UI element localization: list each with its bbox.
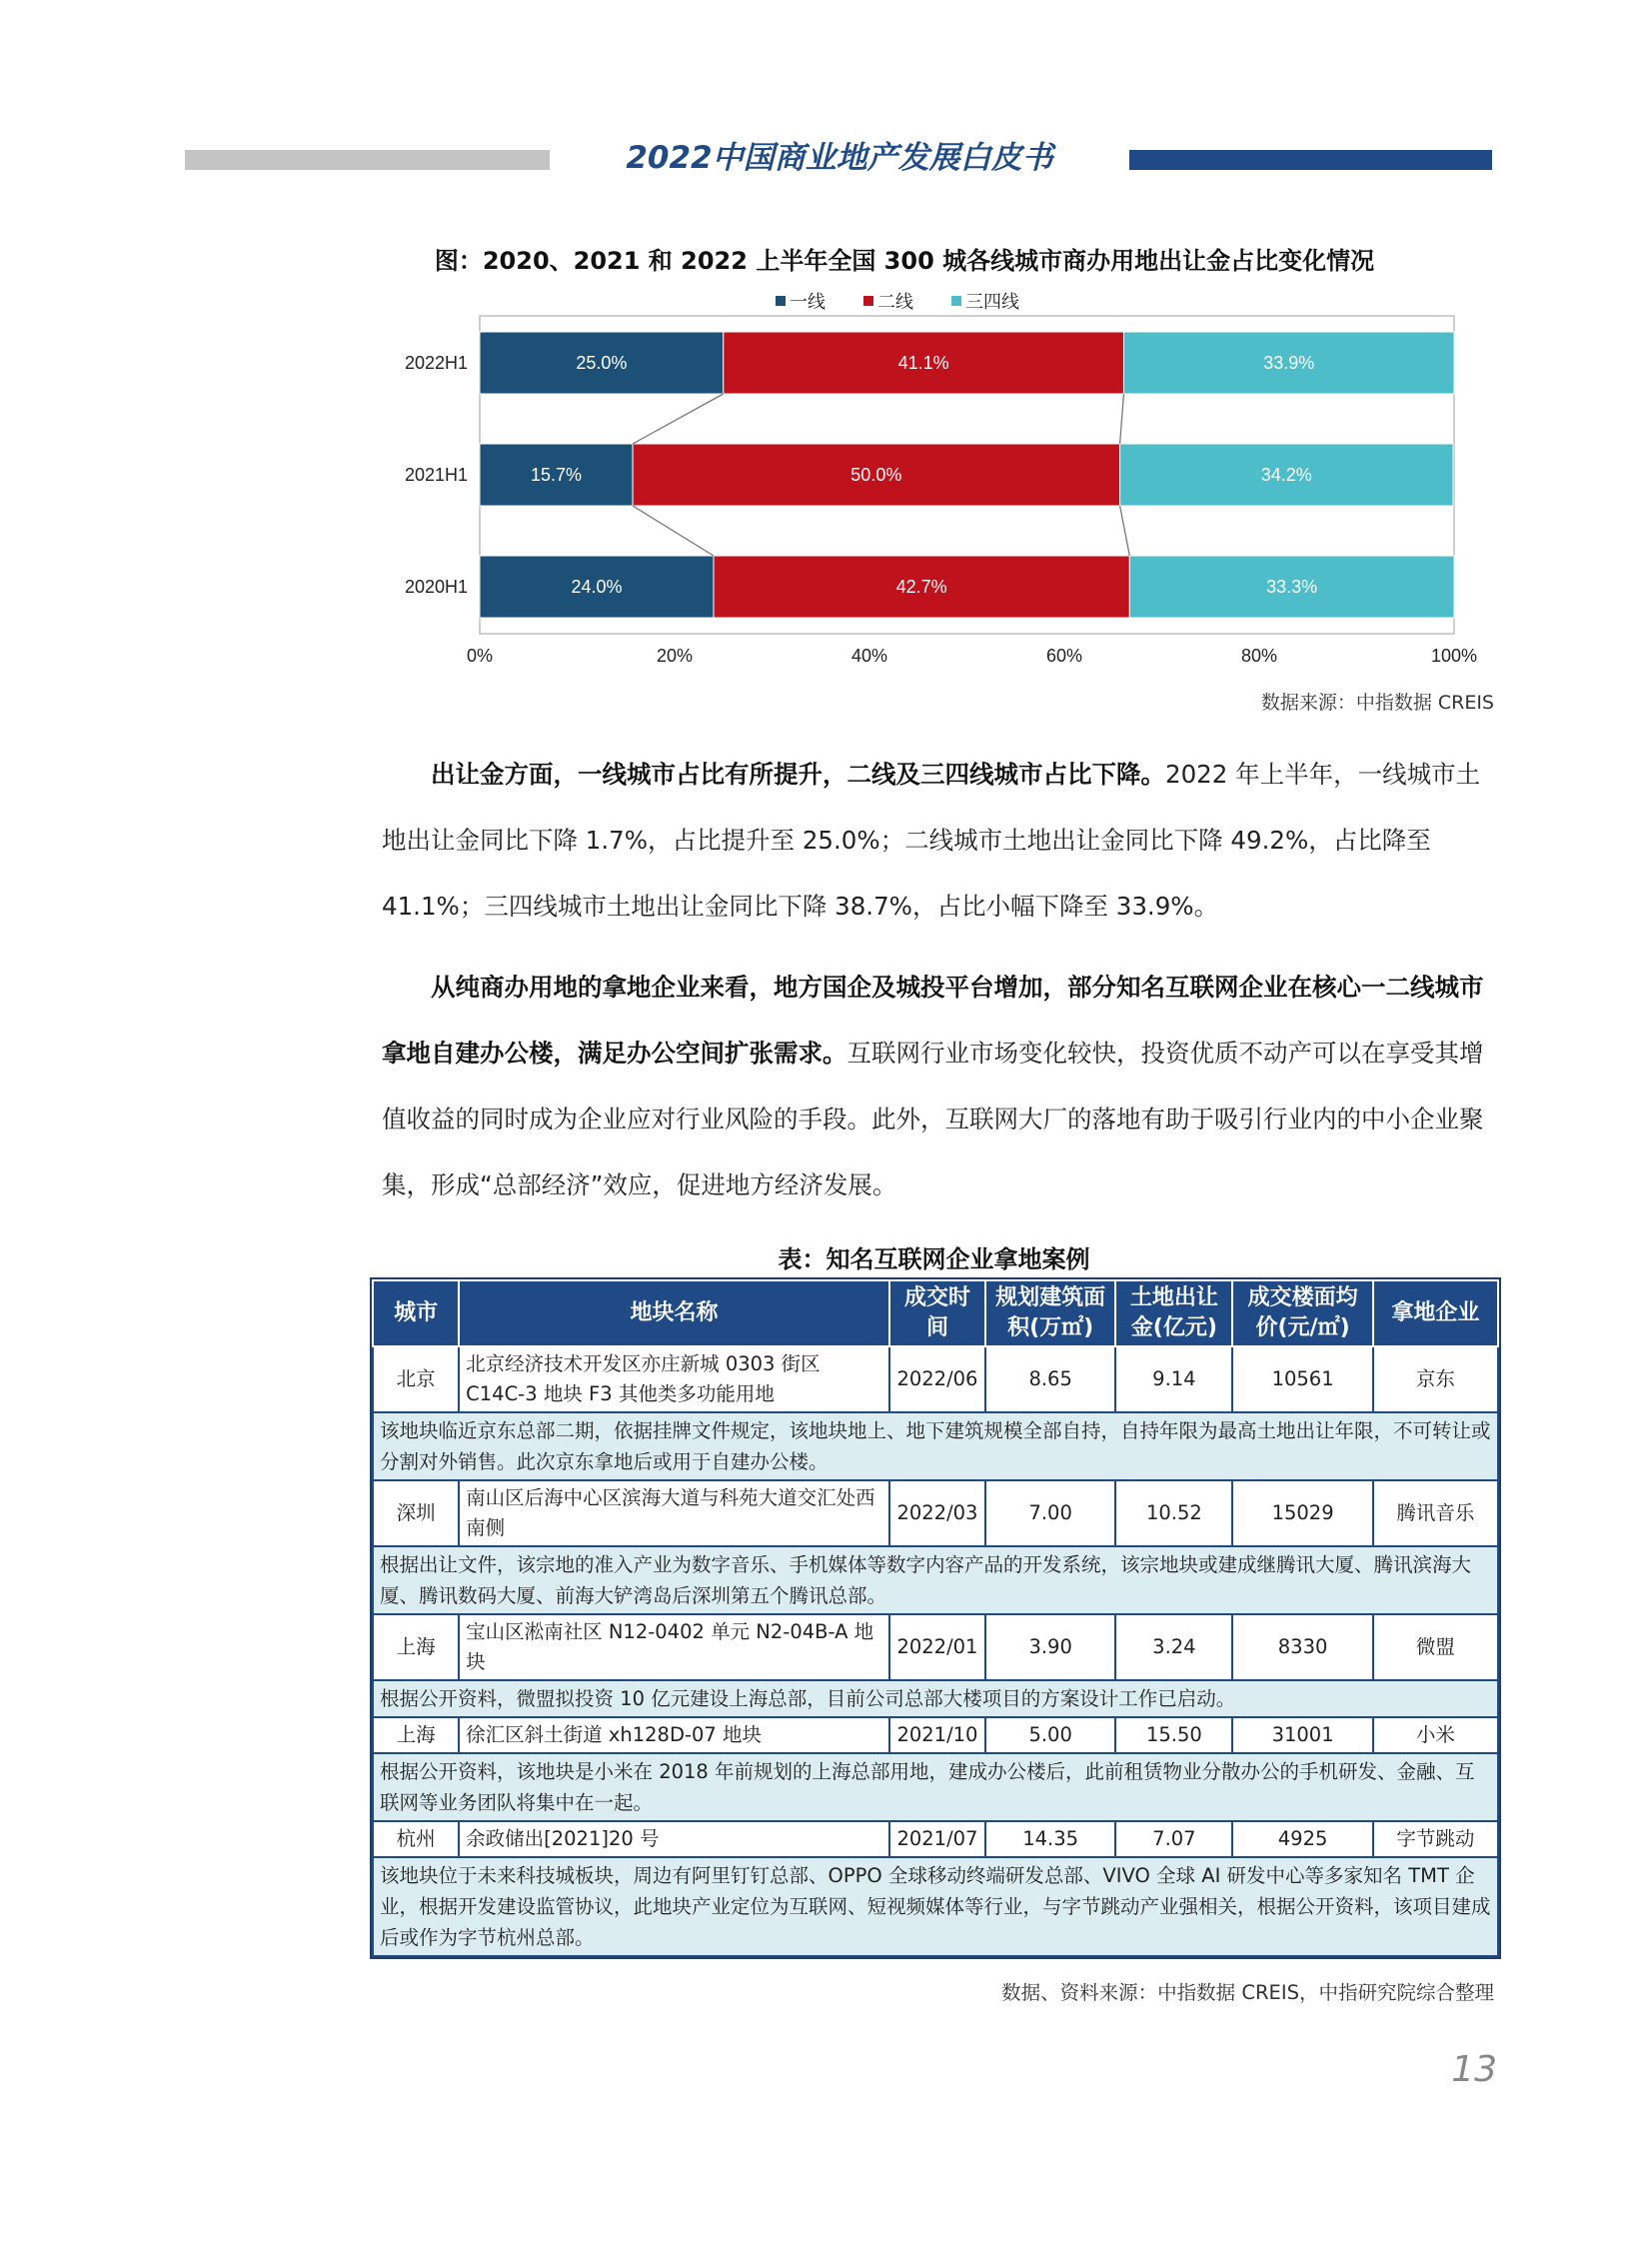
cell-price: 31001 [1232, 1717, 1372, 1753]
cell-date: 2022/01 [889, 1614, 985, 1680]
cell-price: 10561 [1232, 1346, 1372, 1412]
series-connector-line [633, 394, 724, 444]
category-label: 2020H1 [404, 577, 468, 597]
cell-company: 京东 [1373, 1346, 1498, 1412]
x-tick-label: 20% [656, 646, 694, 666]
cell-price: 4925 [1232, 1821, 1372, 1857]
paragraph-2-body: 互联网行业市场变化较快，投资优质不动产可以在享受其增值收益的同时成为企业应对行业风险的手段。此外，互联网大厂的落地有助于吸引行业内的中小企业聚集，形成“总部经济”效应，促进地方经济发展。 [382, 1039, 1484, 1199]
header-cell: 成交时间 [889, 1280, 985, 1346]
data-label: 50.0% [850, 465, 902, 485]
table-note-row [373, 1546, 1498, 1614]
category-label: 2022H1 [404, 353, 468, 373]
cell-fee: 15.50 [1115, 1717, 1232, 1753]
x-tick-label: 100% [1430, 646, 1478, 666]
figure-title: 图：2020、2021 和 2022 上半年全国 300 城各线城市商办用地出让金占比变化情况 [434, 247, 1375, 275]
document-title: 2022中国商业地产发展白皮书 [626, 140, 1053, 176]
cell-area: 14.35 [985, 1821, 1115, 1857]
paragraph-1-body: 2022 年上半年，一线城市土地出让金同比下降 1.7%，占比提升至 25.0%；二线城市土地出让金同比下降 49.2%，占比降至 41.1%；三四线城市土地出让金同比下降 38.7%，占比小幅下降至 33.9%。 [382, 760, 1481, 921]
cell-date: 2021/07 [889, 1821, 985, 1857]
table-row [373, 1346, 1498, 1412]
series-connector-line [1120, 506, 1130, 556]
table-note-row [373, 1857, 1498, 1956]
cell-parcel: 北京经济技术开发区亦庄新城 0303 街区 C14C-3 地块 F3 其他类多功能用地 [459, 1346, 889, 1412]
paragraph-2-lead: 从纯商办用地的拿地企业来看，地方国企及城投平台增加，部分知名互联网企业在核心一二线城市拿地自建办公楼，满足办公空间扩张需求。 [382, 973, 1484, 1068]
cell-date: 2021/10 [889, 1717, 985, 1753]
cell-parcel: 宝山区淞南社区 N12-0402 单元 N2-04B-A 地块 [459, 1614, 889, 1680]
x-tick-label: 60% [1045, 646, 1083, 666]
data-label: 41.1% [897, 353, 949, 373]
cell-parcel: 徐汇区斜土街道 xh128D-07 地块 [459, 1717, 889, 1753]
cell-note: 根据出让文件，该宗地的准入产业为数字音乐、手机媒体等数字内容产品的开发系统，该宗地块或建成继腾讯大厦、腾讯滨海大厦、腾讯数码大厦、前海大铲湾岛后深圳第五个腾讯总部。 [373, 1546, 1498, 1614]
cell-city: 上海 [373, 1717, 459, 1753]
header-cell: 规划建筑面积(万㎡) [985, 1280, 1115, 1346]
cell-note: 根据公开资料，该地块是小米在 2018 年前规划的上海总部用地，建成办公楼后，此前租赁物业分散办公的手机研发、金融、互联网等业务团队将集中在一起。 [373, 1753, 1498, 1821]
table-source: 数据、资料来源：中指数据 CREIS，中指研究院综合整理 [1001, 1981, 1494, 2004]
cell-fee: 7.07 [1115, 1821, 1232, 1857]
header-cell: 拿地企业 [1373, 1280, 1498, 1346]
header-cell: 城市 [373, 1280, 459, 1346]
table-header-row [373, 1280, 1498, 1346]
data-label: 25.0% [576, 353, 628, 373]
data-label: 33.9% [1263, 353, 1315, 373]
data-label: 24.0% [571, 577, 623, 597]
cell-parcel: 余政储出[2021]20 号 [459, 1821, 889, 1857]
legend-label: 三四线 [965, 292, 1019, 313]
legend-label: 二线 [877, 292, 913, 313]
cell-company: 腾讯音乐 [1373, 1480, 1498, 1546]
data-label: 15.7% [531, 465, 583, 485]
data-label: 33.3% [1266, 577, 1318, 597]
series-connector-line [633, 506, 714, 556]
data-label: 34.2% [1260, 465, 1312, 485]
cell-company: 字节跳动 [1373, 1821, 1498, 1857]
cell-area: 8.65 [985, 1346, 1115, 1412]
cell-date: 2022/03 [889, 1480, 985, 1546]
cell-note: 该地块位于未来科技城板块，周边有阿里钉钉总部、OPPO 全球移动终端研发总部、VIVO 全球 AI 研发中心等多家知名 TMT 企业，根据开发建设监管协议，此地块产业定位为互联网、短视频媒体等行业，与字节跳动产业强相关，根据公开资料，该项目建成后或作为字节杭州总部。 [373, 1857, 1498, 1956]
cell-date: 2022/06 [889, 1346, 985, 1412]
header-blue-bar [1129, 150, 1492, 170]
paragraph-1 [382, 742, 1496, 940]
cell-company: 微盟 [1373, 1614, 1498, 1680]
paragraph-1-lead: 出让金方面，一线城市占比有所提升，二线及三四线城市占比下降。 [431, 760, 1165, 789]
land-cases-table [370, 1277, 1501, 1959]
cell-city: 杭州 [373, 1821, 459, 1857]
table-row [373, 1614, 1498, 1680]
cell-city: 深圳 [373, 1480, 459, 1546]
table-note-row [373, 1680, 1498, 1717]
category-label: 2021H1 [404, 465, 468, 485]
table-title: 表：知名互联网企业拿地案例 [778, 1245, 1090, 1273]
x-tick-label: 0% [466, 646, 494, 666]
stacked-bar-chart [370, 300, 1479, 680]
page-number: 13 [1451, 2049, 1497, 2090]
table-row [373, 1717, 1498, 1753]
cell-note: 该地块临近京东总部二期，依据挂牌文件规定，该地块地上、地下建筑规模全部自持，自持年限为最高土地出让年限，不可转让或分割对外销售。此次京东拿地后或用于自建办公楼。 [373, 1412, 1498, 1480]
table-row [373, 1821, 1498, 1857]
cell-fee: 9.14 [1115, 1346, 1232, 1412]
table-row [373, 1480, 1498, 1546]
header-cell: 土地出让金(亿元) [1115, 1280, 1232, 1346]
x-tick-label: 80% [1240, 646, 1278, 666]
header-cell: 成交楼面均价(元/㎡) [1232, 1280, 1372, 1346]
cell-city: 北京 [373, 1346, 459, 1412]
cell-price: 15029 [1232, 1480, 1372, 1546]
cell-area: 7.00 [985, 1480, 1115, 1546]
cell-fee: 3.24 [1115, 1614, 1232, 1680]
cell-parcel: 南山区后海中心区滨海大道与科苑大道交汇处西南侧 [459, 1480, 889, 1546]
cell-price: 8330 [1232, 1614, 1372, 1680]
table-note-row [373, 1412, 1498, 1480]
paragraph-2 [382, 955, 1496, 1218]
series-connector-line [1120, 394, 1124, 444]
cell-fee: 10.52 [1115, 1480, 1232, 1546]
table-note-row [373, 1753, 1498, 1821]
x-tick-label: 40% [850, 646, 888, 666]
cell-company: 小米 [1373, 1717, 1498, 1753]
figure-source: 数据来源：中指数据 CREIS [1260, 692, 1494, 714]
cell-note: 根据公开资料，微盟拟投资 10 亿元建设上海总部，目前公司总部大楼项目的方案设计工作已启动。 [373, 1680, 1498, 1717]
data-label: 42.7% [895, 577, 947, 597]
header-grey-bar [185, 150, 550, 170]
cell-city: 上海 [373, 1614, 459, 1680]
cell-area: 3.90 [985, 1614, 1115, 1680]
legend-label: 一线 [790, 292, 826, 313]
header-cell: 地块名称 [459, 1280, 889, 1346]
cell-area: 5.00 [985, 1717, 1115, 1753]
